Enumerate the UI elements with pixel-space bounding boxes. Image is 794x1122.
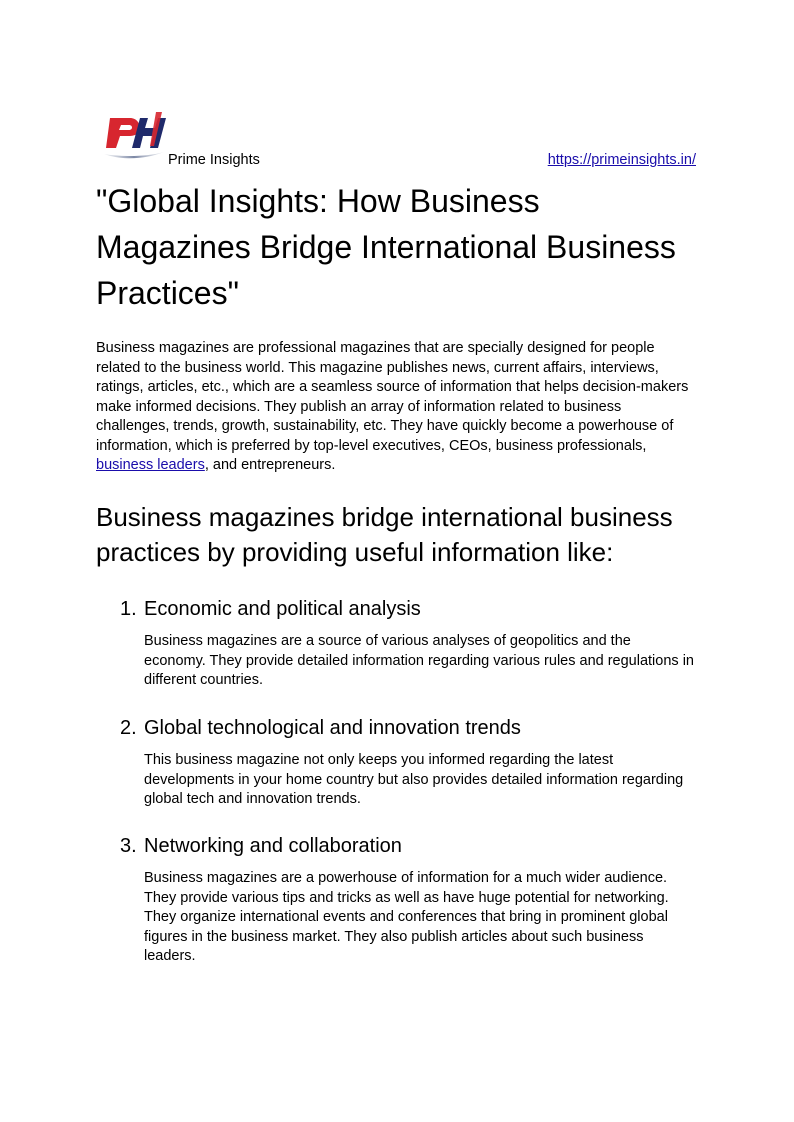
prime-insights-logo xyxy=(100,106,170,162)
list-item-body: Business magazines are a powerhouse of information for a much wider audience. They provide various tips and tricks as well as have huge potential for networking. They organize international events and conferences that bring in prominent global figures in the business market. They also publish articles about such business leaders. xyxy=(144,870,669,964)
intro-text-before-link: Business magazines are professional magazines that are specially designed for people related to the business world. This magazine publishes news, current affairs, interviews, ratings, articles, etc., which are a seamless source of information that helps decision-makers make informed decisions. They publish an array of information related to business challenges, trends, growth, sustainability, etc. They have quickly become a powerhouse of information, which is preferred by top-level executives, CEOs, business professionals, xyxy=(96,340,689,454)
brand-name: Prime Insights xyxy=(168,152,260,168)
document-title: "Global Insights: How Business Magazines Bridge International Business Practices" xyxy=(96,183,676,311)
list-item-number: 3. xyxy=(120,835,137,857)
page-header xyxy=(96,106,696,170)
list-item-title: Global technological and innovation trends xyxy=(144,717,521,739)
business-leaders-link[interactable]: business leaders xyxy=(96,457,205,473)
list-item-title: Networking and collaboration xyxy=(144,835,402,857)
list-item-number: 2. xyxy=(120,717,137,739)
intro-paragraph xyxy=(96,339,696,476)
intro-text-after-link: , and entrepreneurs. xyxy=(204,457,336,473)
list-item-body: Business magazines are a source of various analyses of geopolitics and the economy. They provide detailed information regarding various rules and regulations in different countries. xyxy=(144,633,694,688)
list-item-number: 1. xyxy=(120,598,137,620)
section-heading: Business magazines bridge international business practices by providing useful information like: xyxy=(96,502,673,567)
list-item-body: This business magazine not only keeps you informed regarding the latest developments in your home country but also provides detailed information regarding global tech and innovation trends. xyxy=(144,752,684,807)
site-url-link[interactable]: https://primeinsights.in/ xyxy=(547,152,696,168)
list-item-title: Economic and political analysis xyxy=(144,598,421,620)
